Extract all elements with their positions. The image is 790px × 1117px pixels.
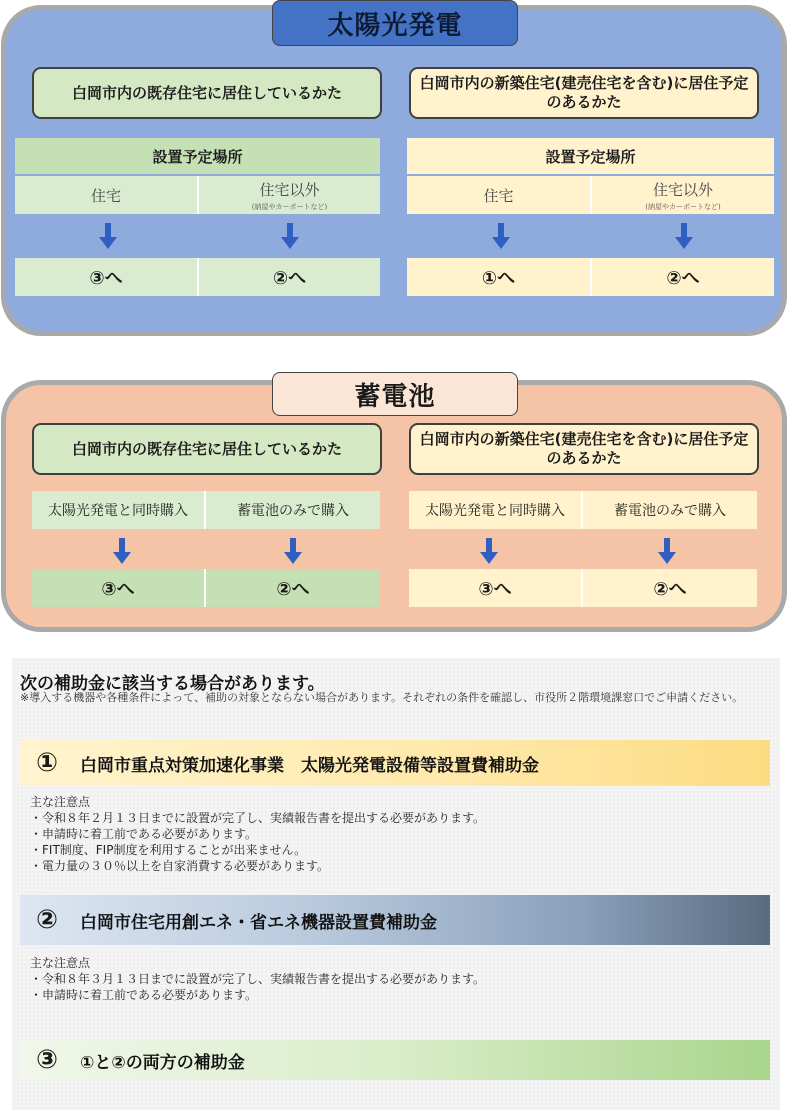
result-label: ②へ	[666, 268, 700, 289]
battery-existing-option-only	[206, 491, 380, 529]
option-label: 太陽光発電と同時購入	[48, 503, 188, 519]
solar-existing-option-other	[199, 176, 380, 214]
battery-new-result-2	[583, 569, 757, 607]
battery-existing-result-1	[32, 569, 206, 607]
subsidy-1-band	[20, 740, 770, 786]
solar-new-option-house	[407, 176, 592, 214]
option-label: 住宅	[483, 186, 514, 205]
subsidy-number: ①	[35, 748, 58, 778]
solar-existing-table-header	[15, 138, 380, 174]
result-label: ③へ	[101, 579, 135, 600]
battery-existing-heading: 白岡市内の既存住宅に居住しているかた	[32, 423, 382, 475]
down-arrow-icon	[677, 223, 691, 249]
option-sub: (納屋やカーポートなど)	[251, 202, 328, 211]
note-item: ・申請時に着工前である必要があります。	[30, 988, 258, 1002]
battery-new-option-only	[583, 491, 757, 529]
battery-existing-result-2	[206, 569, 380, 607]
subsidy-3-band	[20, 1040, 770, 1080]
battery-title: 蓄電池	[272, 372, 518, 416]
note-item: ・令和８年２月１３日までに設置が完了し、実績報告書を提出する必要があります。	[30, 811, 486, 825]
solar-existing-result-1	[15, 258, 199, 296]
option-label: 住宅	[90, 186, 121, 205]
battery-new-result-1	[409, 569, 583, 607]
info-heading: 次の補助金に該当する場合があります。	[20, 674, 325, 694]
option-label: 住宅以外	[652, 180, 713, 199]
option-label: 太陽光発電と同時購入	[425, 503, 565, 519]
down-arrow-icon	[101, 223, 115, 249]
subsidy-number: ②	[35, 905, 58, 935]
subsidy-1-notes	[30, 794, 485, 874]
down-arrow-icon	[660, 538, 674, 564]
solar-existing-heading: 白岡市内の既存住宅に居住しているかた	[32, 67, 382, 119]
down-arrow-icon	[286, 538, 300, 564]
solar-new-heading: 白岡市内の新築住宅(建売住宅を含む)に居住予定のあるかた	[409, 67, 759, 119]
option-label: 蓄電池のみで購入	[614, 503, 726, 519]
note-item: ・FIT制度、FIP制度を利用することが出来ません。	[30, 843, 307, 857]
note-item: ・申請時に着工前である必要があります。	[30, 827, 258, 841]
option-label: 蓄電池のみで購入	[237, 503, 349, 519]
notes-heading: 主な注意点	[30, 795, 91, 809]
subsidy-number: ③	[35, 1045, 58, 1075]
solar-existing-result-2	[199, 258, 380, 296]
down-arrow-icon	[494, 223, 508, 249]
down-arrow-icon	[482, 538, 496, 564]
notes-heading: 主な注意点	[30, 956, 91, 970]
down-arrow-icon	[115, 538, 129, 564]
note-item: ・令和８年３月１３日までに設置が完了し、実績報告書を提出する必要があります。	[30, 972, 486, 986]
result-label: ②へ	[276, 579, 310, 600]
solar-title: 太陽光発電	[272, 0, 518, 46]
battery-new-heading: 白岡市内の新築住宅(建売住宅を含む)に居住予定のあるかた	[409, 423, 759, 475]
battery-new-option-combined	[409, 491, 583, 529]
note-item: ・電力量の３０％以上を自家消費する必要があります。	[30, 859, 330, 873]
option-sub: (納屋やカーポートなど)	[645, 202, 721, 211]
solar-new-option-other	[592, 176, 774, 214]
subsidy-title: 白岡市重点対策加速化事業 太陽光発電設備等設置費補助金	[80, 755, 539, 776]
battery-existing-option-combined	[32, 491, 206, 529]
result-label: ②へ	[272, 268, 307, 289]
solar-new-result-2	[592, 258, 774, 296]
subsidy-title: 白岡市住宅用創エネ・省エネ機器設置費補助金	[80, 912, 437, 933]
info-note: ※導入する機器や各種条件によって、補助の対象とならない場合があります。それぞれの条件を確認し、市役所２階環境課窓口でご申請ください。	[20, 691, 744, 704]
result-label: ②へ	[653, 579, 687, 600]
subsidy-title: ①と②の両方の補助金	[80, 1052, 245, 1073]
subsidy-2-notes	[30, 955, 485, 1003]
down-arrow-icon	[283, 223, 297, 249]
table-header-label: 設置予定場所	[545, 147, 636, 166]
option-label: 住宅以外	[259, 180, 320, 199]
table-header-label: 設置予定場所	[152, 147, 243, 166]
solar-existing-option-house	[15, 176, 199, 214]
result-label: ③へ	[478, 579, 512, 600]
subsidy-2-band	[20, 895, 770, 945]
result-label: ①へ	[481, 268, 516, 289]
solar-new-result-1	[407, 258, 592, 296]
result-label: ③へ	[89, 268, 123, 289]
solar-new-table-header	[407, 138, 774, 174]
